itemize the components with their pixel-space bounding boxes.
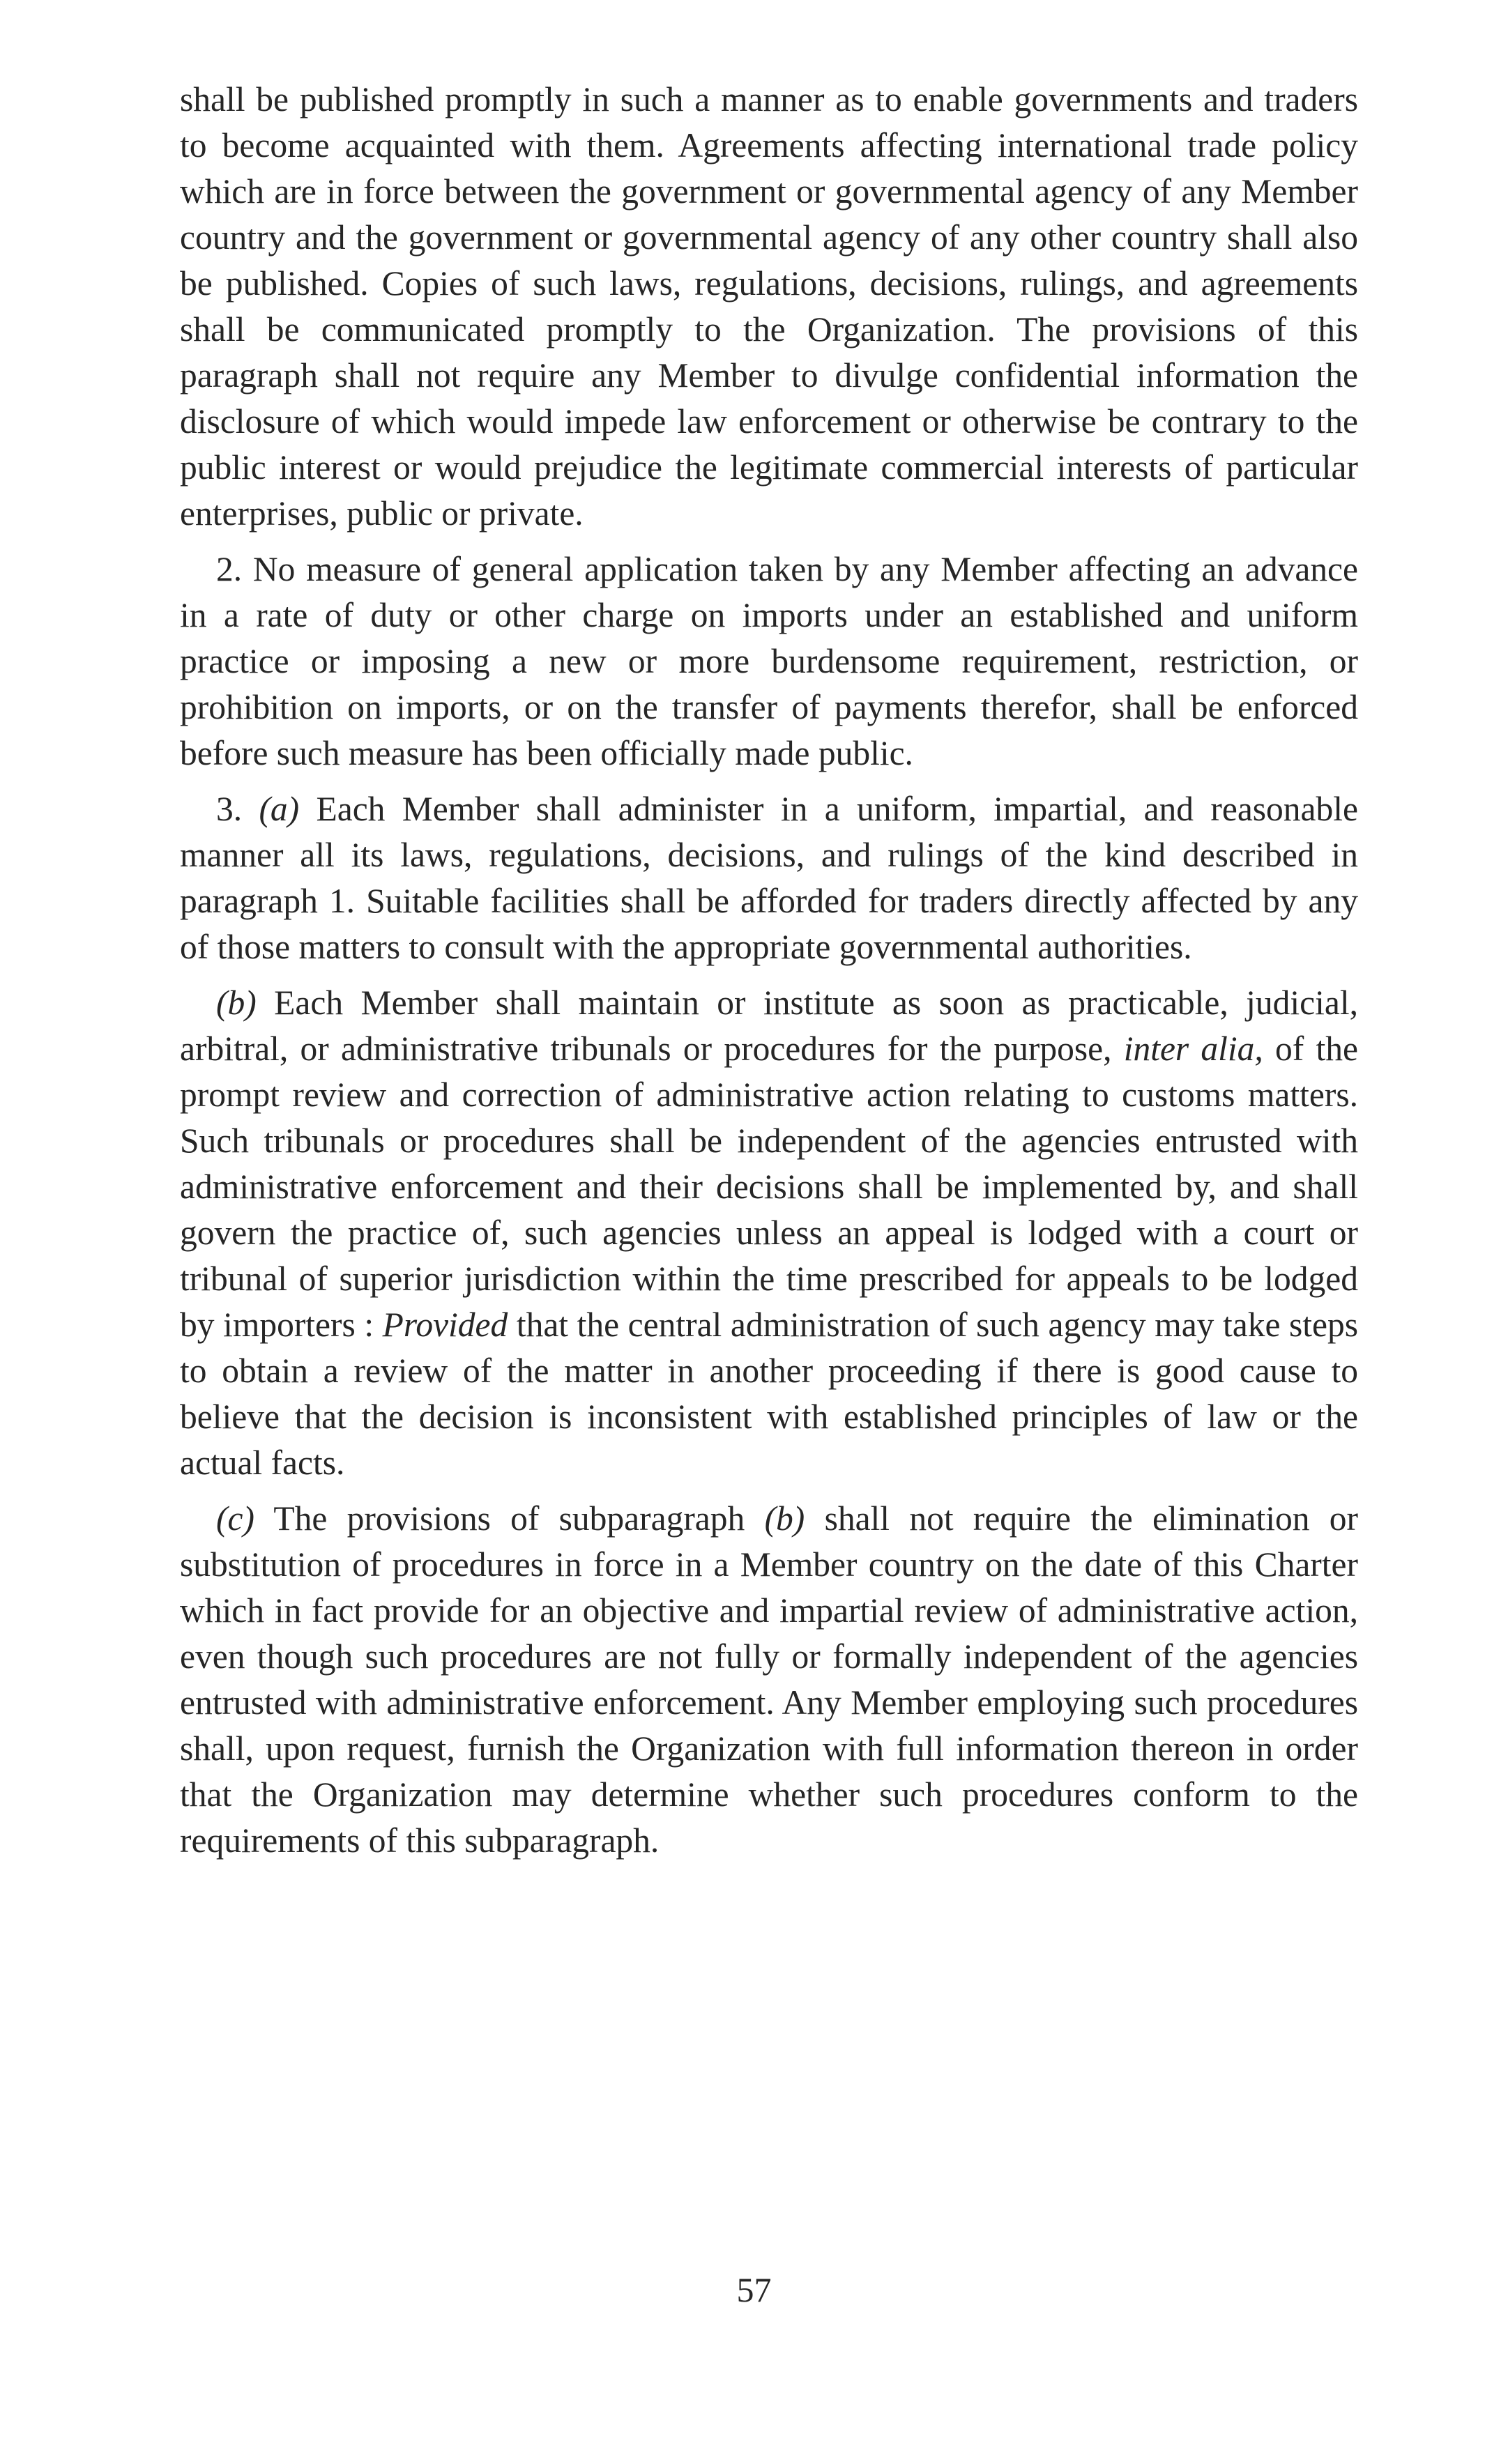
paragraph-text: The provisions of subparagraph [273, 1499, 745, 1538]
paragraph-text: shall not require the elimination or substitution of procedures in force in a Member country on the date of this Charter which in fact provide for an objective and impartial review of administrative action, even though such procedures are not fully or formally independent of the agencies entrusted with administrative enforcement. Any Member employing such procedures shall, upon request, furnish the Organization with full information thereon in order that the Organization may determine whether such procedures conform to the requirements of this subparagraph. [180, 1499, 1359, 1860]
paragraph-text: that the central administration of such agency may take steps to obtain a review of the matter in another proceeding if there is good cause to believe that the decision is inconsistent with established principles of law or the actual facts. [180, 1306, 1358, 1482]
paragraph-2 [180, 546, 1358, 776]
paragraph-continuation [180, 77, 1358, 537]
document-body [180, 77, 1358, 1864]
paragraph-3b [180, 980, 1358, 1486]
subparagraph-label: (b) [216, 984, 257, 1022]
paragraph-text: Each Member shall administer in a uniform, impartial, and reasonable manner all its laws, regulations, decisions, and rulings of the kind described in paragraph 1. Suitable facilities shall be afforded for traders directly affected by any of those matters to consult with the appropriate governmental authorities. [180, 790, 1358, 966]
italic-term: inter alia, [1123, 1030, 1263, 1068]
paragraph-3c [180, 1496, 1358, 1864]
paragraph-text: shall be published promptly in such a manner as to enable governments and traders to become acquainted with them. Agreements affecting international trade policy which are in force between the government or governmental agency of any Member country and the government or governmental agency of any other country shall also be published. Copies of such laws, regulations, decisions, rulings, and agreements shall be communicated promptly to the Organization. The provisions of this paragraph shall not require any Member to divulge confidential information the disclosure of which would impede law enforcement or otherwise be contrary to the public interest or would prejudice the legitimate commercial interests of particular enterprises, public or private. [180, 80, 1358, 533]
paragraph-text: Each Member shall maintain or institute as soon as practicable, judicial, arbitral, or administrative tribunals or procedures for the purpose, [180, 984, 1358, 1068]
paragraph-3a [180, 786, 1358, 970]
paragraph-text: of the prompt review and correction of administrative action relating to customs matters. Such tribunals or procedures shall be independent of the agencies entrusted with administrative enforcement and their decisions shall be implemented by, and shall govern the practice of, such agencies unless an appeal is lodged with a court or tribunal of superior jurisdiction within the time prescribed for appeals to be lodged by importers : [180, 1030, 1358, 1344]
subparagraph-reference: (b) [764, 1499, 805, 1538]
subparagraph-label: (c) [216, 1499, 254, 1538]
paragraph-number: 3. [216, 790, 243, 828]
italic-term: Provided [382, 1306, 508, 1344]
subparagraph-label: (a) [259, 790, 300, 828]
page-number: 57 [736, 2270, 772, 2309]
paragraph-text: 2. No measure of general application taken by any Member affecting an advance in a rate of duty or other charge on imports under an established and uniform practice or imposing a new or more burdensome requirement, restriction, or prohibition on imports, or on the transfer of payments therefor, shall be enforced before such measure has been officially made public. [180, 550, 1358, 772]
